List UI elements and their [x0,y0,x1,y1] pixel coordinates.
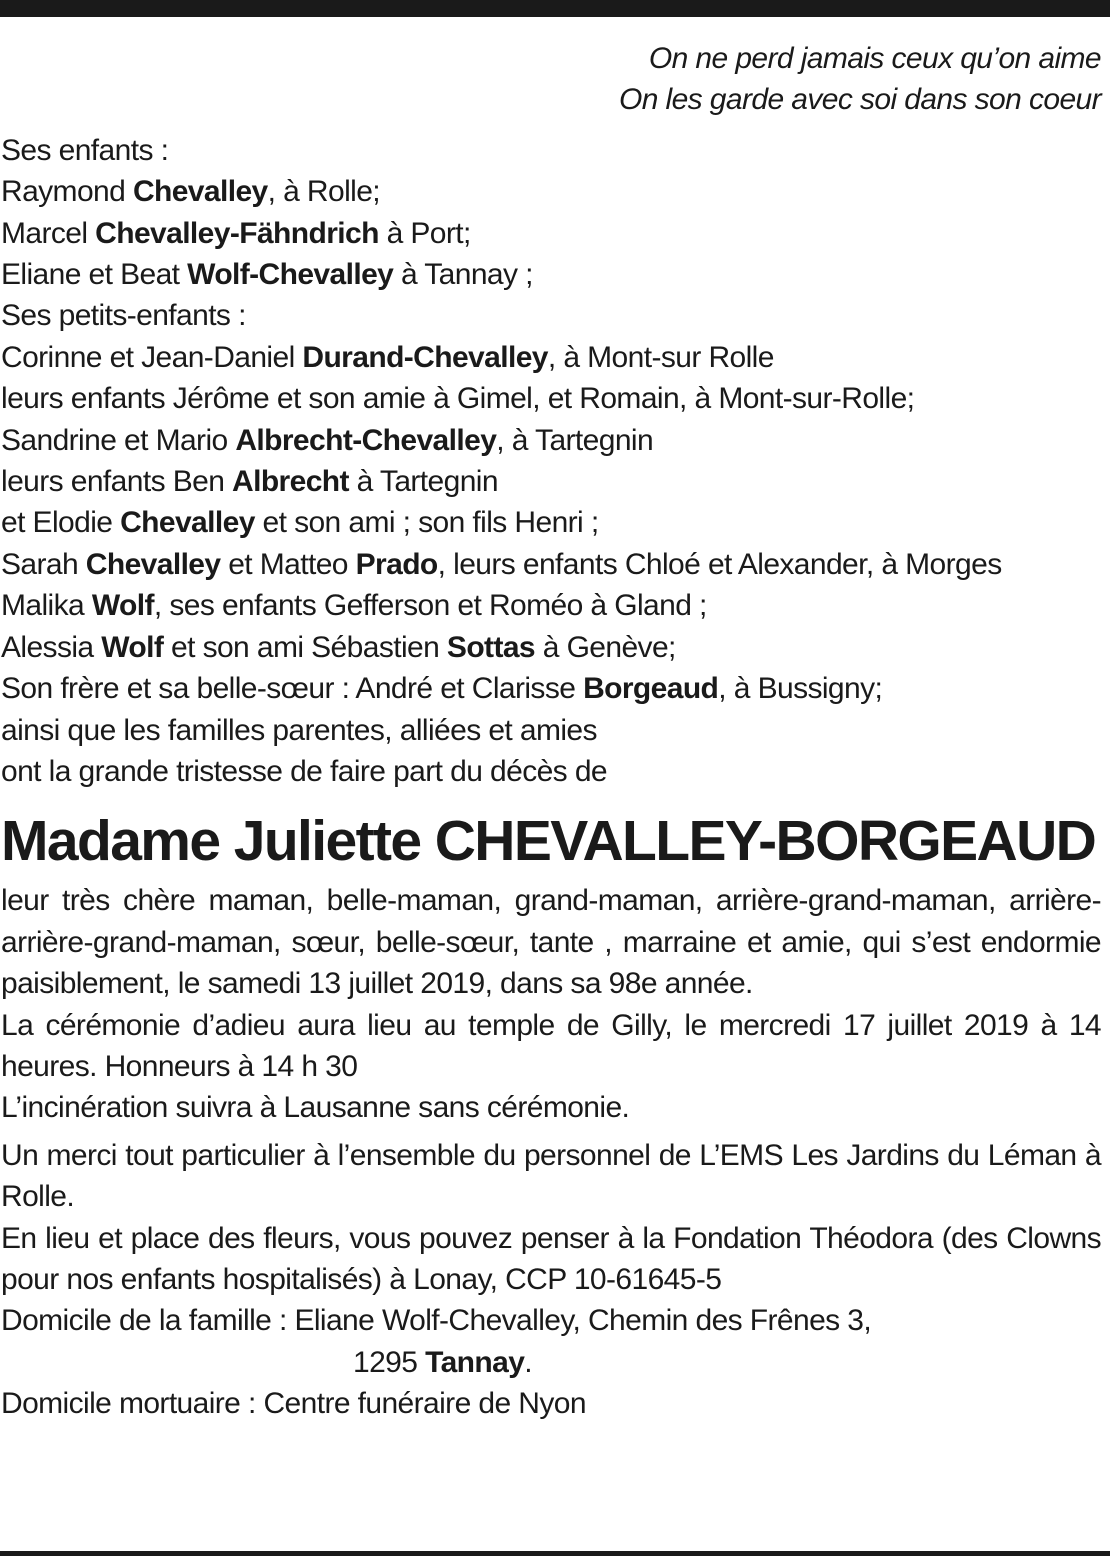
grandchild-1: Corinne et Jean-Daniel Durand-Chevalley, à Mont-sur Rolle [1,340,774,374]
ceremony: La cérémonie d’adieu aura lieu au temple de Gilly, le mercredi 17 juillet 2019 à 14 heures. Honneurs à 14 h 30 [1,1008,1101,1083]
grandchild-4: Malika Wolf, ses enfants Gefferson et Roméo à Gland ; [1,589,707,623]
grandchild-3: Sarah Chevalley et Matteo Prado, leurs enfants Chloé et Alexander, à Morges [1,547,1002,581]
grandchild-2-children-2: et Elodie Chevalley et son ami ; son fils Henri ; [1,506,599,540]
cremation: L’incinération suivra à Lausanne sans cérémonie. [1,1091,630,1125]
epigraph-line-1: On ne perd jamais ceux qu’on aime [648,42,1101,75]
family-home: Domicile de la famille : Eliane Wolf-Chevalley, Chemin des Frênes 3, [1,1304,872,1338]
bottom-rule [0,1551,1110,1556]
grandchild-2: Sandrine et Mario Albrecht-Chevalley, à Tartegnin [1,423,654,457]
mortuary: Domicile mortuaire : Centre funéraire de Nyon [1,1387,586,1421]
epigraph-line-2: On les garde avec soi dans son coeur [618,83,1101,117]
obituary-notice [1,38,1101,1425]
child-3: Eliane et Beat Wolf-Chevalley à Tannay ; [1,258,533,292]
description: leur très chère maman, belle-maman, grand-maman, arrière-grand-maman, arrière-arrière-grand-maman, sœur, belle-sœur, tante , marraine et amie, qui s’est endormie paisiblement, le samedi 13 juillet 2019, dans sa 98e année. [1,884,1101,1001]
child-2: Marcel Chevalley-Fähndrich à Port; [1,216,471,250]
announcement: ont la grande tristesse de faire part du décès de [1,754,607,788]
grandchild-2-children: leurs enfants Ben Albrecht à Tartegnin [1,465,498,499]
child-1: Raymond Chevalley, à Rolle; [1,175,381,209]
sibling: Son frère et sa belle-sœur : André et Clarisse Borgeaud, à Bussigny; [1,672,883,706]
family-home-address: 1295 Tannay. [353,1345,533,1379]
relatives: ainsi que les familles parentes, alliées et amies [1,713,597,747]
deceased-name: Madame Juliette CHEVALLEY-BORGEAUD [1,809,1096,874]
grandchild-1-children: leurs enfants Jérôme et son amie à Gimel, et Romain, à Mont-sur-Rolle; [1,382,915,416]
thanks: Un merci tout particulier à l’ensemble du personnel de L’EMS Les Jardins du Léman à Rolle. [1,1138,1101,1214]
children-heading: Ses enfants : [1,133,169,167]
top-rule [0,0,1110,17]
epigraph [1,38,1101,121]
grandchildren-heading: Ses petits-enfants : [1,299,246,333]
flowers: En lieu et place des fleurs, vous pouvez penser à la Fondation Théodora (des Clowns pour nos enfants hospitalisés) à Lonay, CCP 10-61645-5 [1,1221,1101,1296]
grandchild-5: Alessia Wolf et son ami Sébastien Sottas à Genève; [1,630,676,664]
